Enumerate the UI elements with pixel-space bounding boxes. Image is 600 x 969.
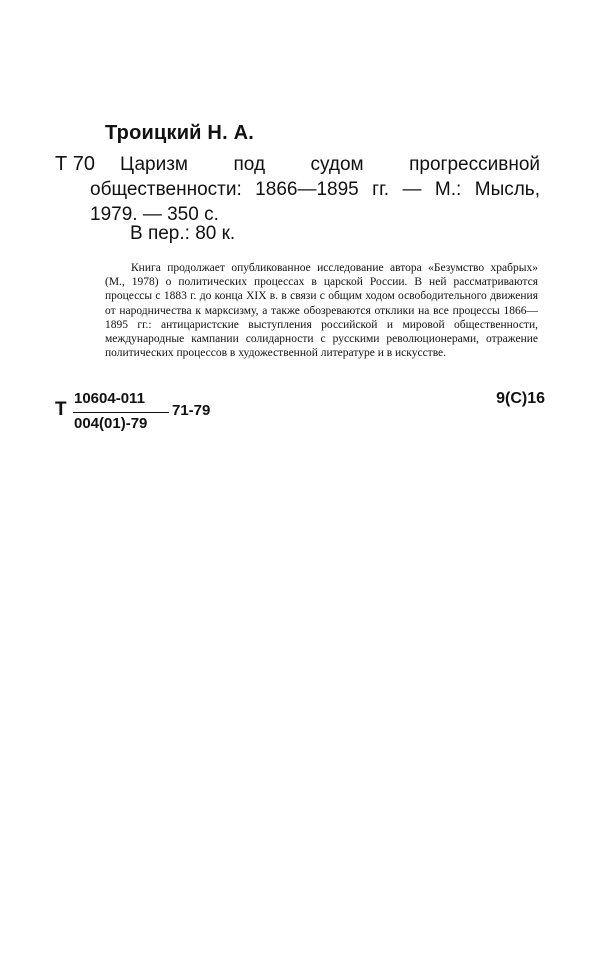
book-title: Царизм под судом прогрессивной общественности: 1866—1895 гг. — М.: Мысль, 1979. — 350 с. xyxy=(90,154,540,225)
price-line: В пер.: 80 к. xyxy=(130,223,236,244)
author-code: Т 70 xyxy=(55,153,96,175)
catalog-letter: Т xyxy=(55,399,67,420)
catalog-numerator: 10604-011 xyxy=(74,390,145,407)
catalog-year-code: 71-79 xyxy=(172,402,211,419)
annotation-text: Книга продолжает опубликованное исследование автора «Безумство храбрых» (М., 1978) о политических процессах в царской России. В ней рассматриваются процессы с 1883 г. до конца XIX в. в связи с общим ходом освободительного движения от народничества к марксизму, а также обозреваются отклики на все процессы 1866—1895 гг.: антицаристские выступления российской и мировой общественности, международные кампании солидарности с русскими революционерами, отражение политических процессов в художественной литературе и в искусстве. xyxy=(105,262,538,360)
classification-code: 9(С)16 xyxy=(496,390,545,407)
author-name: Троицкий Н. А. xyxy=(105,122,254,144)
catalog-denominator: 004(01)-79 xyxy=(74,415,148,432)
fraction-rule xyxy=(73,412,169,413)
catalog-index xyxy=(55,390,545,440)
